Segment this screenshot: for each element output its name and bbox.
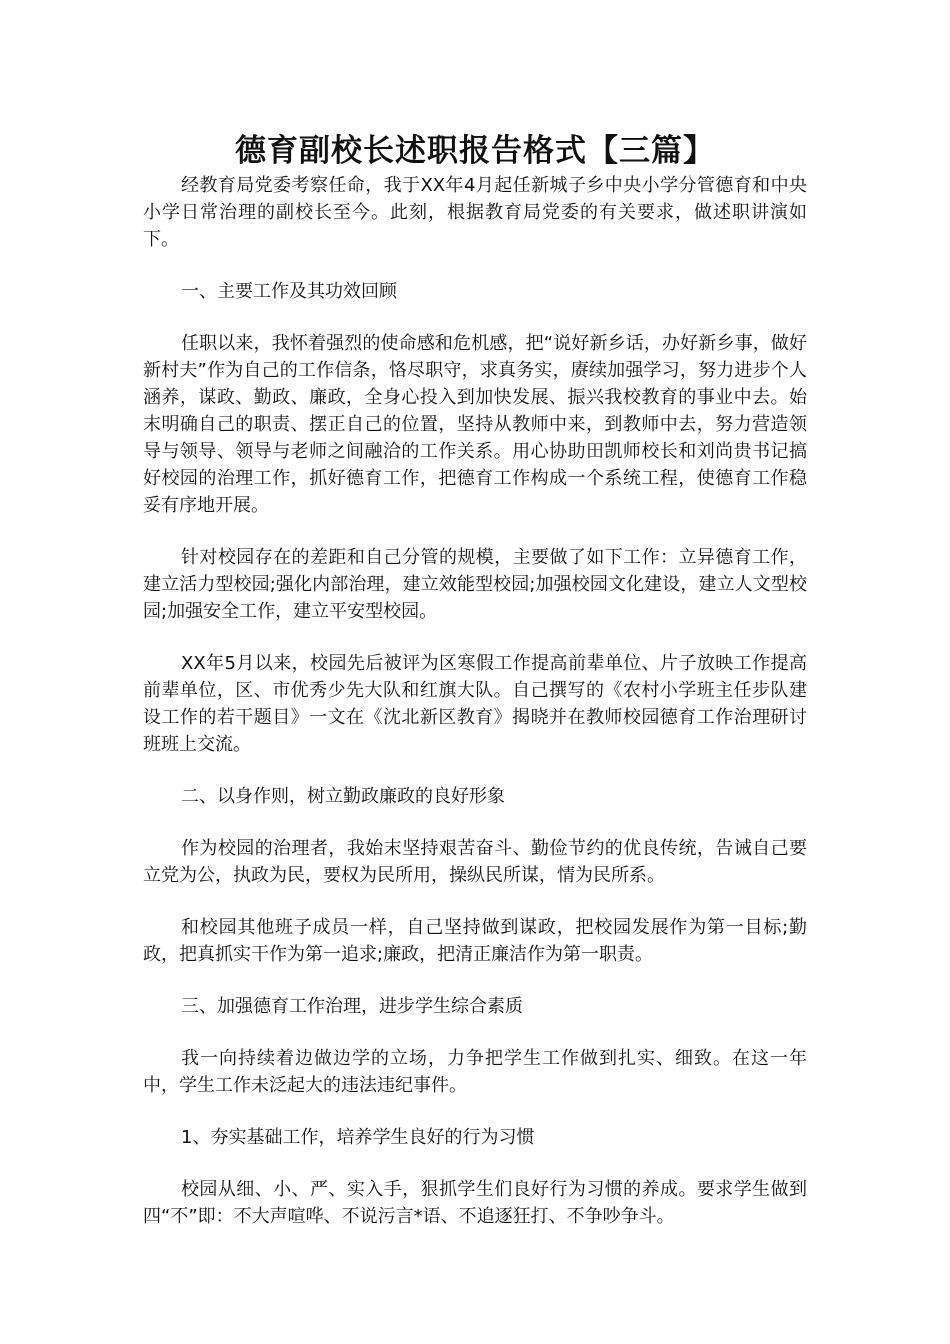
subsection-heading: 1、夯实基础工作，培养学生良好的行为习惯 — [181, 1127, 535, 1148]
paragraph: 作为校园的治理者，我始末坚持艰苦奋斗、勤俭节约的优良传统，告诫自己要立党为公，执政为民，要权为民所用，操纵民所谋，情为民所系。 — [143, 838, 807, 886]
paragraph: 经教育局党委考察任命，我于XX年4月起任新城子乡中央小学分管德育和中央小学日常治理的副校长至今。此刻，根据教育局党委的有关要求，做述职讲演如下。 — [143, 175, 807, 250]
document-title: 德育副校长述职报告格式【三篇】 — [235, 133, 715, 169]
paragraph: XX年5月以来，校园先后被评为区寒假工作提高前辈单位、片子放映工作提高前辈单位，区、市优秀少先大队和红旗大队。自己撰写的《农村小学班主任步队建设工作的若干题目》一文在《沈北新区教育》揭晓并在教师校园德育工作治理研讨班班上交流。 — [143, 653, 807, 755]
paragraph: 我一向持续着边做边学的立场，力争把学生工作做到扎实、细致。在这一年中，学生工作未泛起大的违法违纪事件。 — [143, 1048, 807, 1096]
document-body — [143, 172, 807, 1230]
section-heading: 一、主要工作及其功效回顾 — [181, 281, 397, 302]
section-heading: 三、加强德育工作治理，进步学生综合素质 — [181, 996, 523, 1017]
paragraph: 任职以来，我怀着强烈的使命感和危机感，把“说好新乡话，办好新乡事，做好新村夫”作为自己的工作信条，恪尽职守，求真务实，赓续加强学习，努力进步个人涵养，谋政、勤政、廉政，全身心投入到加快发展、振兴我校教育的事业中去。始末明确自己的职责、摆正自己的位置，坚持从教师中来，到教师中去，努力营造领导与领导、领导与老师之间融洽的工作关系。用心协助田凯师校长和刘尚贵书记搞好校园的治理工作，抓好德育工作，把德育工作构成一个系统工程，使德育工作稳妥有序地开展。 — [143, 333, 807, 516]
paragraph: 和校园其他班子成员一样，自己坚持做到谋政，把校园发展作为第一目标;勤政，把真抓实干作为第一追求;廉政，把清正廉洁作为第一职责。 — [143, 917, 807, 965]
section-heading: 二、以身作则，树立勤政廉政的良好形象 — [181, 786, 505, 807]
paragraph: 校园从细、小、严、实入手，狠抓学生们良好行为习惯的养成。要求学生做到四“不”即：不大声喧哗、不说污言*语、不追逐狂打、不争吵争斗。 — [143, 1179, 807, 1227]
paragraph: 针对校园存在的差距和自己分管的规模，主要做了如下工作：立异德育工作，建立活力型校园;强化内部治理，建立效能型校园;加强校园文化建设，建立人文型校园;加强安全工作，建立平安型校园。 — [143, 547, 807, 622]
